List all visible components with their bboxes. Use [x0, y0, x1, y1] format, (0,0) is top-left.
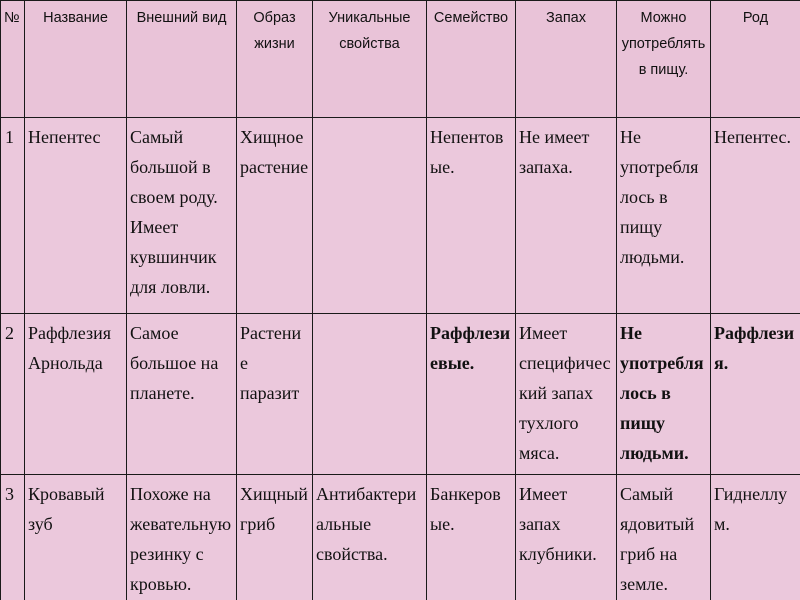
plant-edible: Не употреблялось в пищу людьми.	[617, 118, 711, 314]
header-genus: Род	[711, 1, 800, 118]
plant-genus: Гиднеллум.	[711, 475, 800, 600]
table-row	[1, 314, 800, 475]
plant-unique	[313, 118, 427, 314]
plant-edible: Не употреблялось в пищу людьми.	[617, 314, 711, 475]
plant-name: Кровавый зуб	[25, 475, 127, 600]
plant-smell: Имеет специфический запах тухлого мяса.	[516, 314, 617, 475]
header-appearance: Внешний вид	[127, 1, 237, 118]
plant-name: Раффлезия Арнольда	[25, 314, 127, 475]
header-number: №	[1, 1, 25, 118]
plant-smell: Не имеет запаха.	[516, 118, 617, 314]
plant-unique: Антибактериальные свойства.	[313, 475, 427, 600]
plant-family: Раффлезиевые.	[427, 314, 516, 475]
plant-smell: Имеет запах клубники.	[516, 475, 617, 600]
header-smell: Запах	[516, 1, 617, 118]
plant-appearance: Самое большое на планете.	[127, 314, 237, 475]
header-family: Семейство	[427, 1, 516, 118]
plant-lifestyle: Хищное растение	[237, 118, 313, 314]
header-name: Название	[25, 1, 127, 118]
plant-name: Непентес	[25, 118, 127, 314]
plant-family: Непентовые.	[427, 118, 516, 314]
plant-family: Банкеровые.	[427, 475, 516, 600]
header-edible: Можно употреблять в пищу.	[617, 1, 711, 118]
plant-genus: Раффлезия.	[711, 314, 800, 475]
plant-genus: Непентес.	[711, 118, 800, 314]
header-unique: Уникальные свойства	[313, 1, 427, 118]
plant-lifestyle: Хищный гриб	[237, 475, 313, 600]
row-number: 3	[1, 475, 25, 600]
plant-appearance: Похоже на жевательную резинку с кровью.	[127, 475, 237, 600]
row-number: 1	[1, 118, 25, 314]
plant-appearance: Самый большой в своем роду. Имеет кувшинчик для ловли.	[127, 118, 237, 314]
table-row	[1, 475, 800, 600]
table-row	[1, 118, 800, 314]
header-lifestyle: Образ жизни	[237, 1, 313, 118]
header-row	[1, 1, 800, 118]
plant-edible: Самый ядовитый гриб на земле.	[617, 475, 711, 600]
plant-lifestyle: Растение паразит	[237, 314, 313, 475]
plant-unique	[313, 314, 427, 475]
row-number: 2	[1, 314, 25, 475]
